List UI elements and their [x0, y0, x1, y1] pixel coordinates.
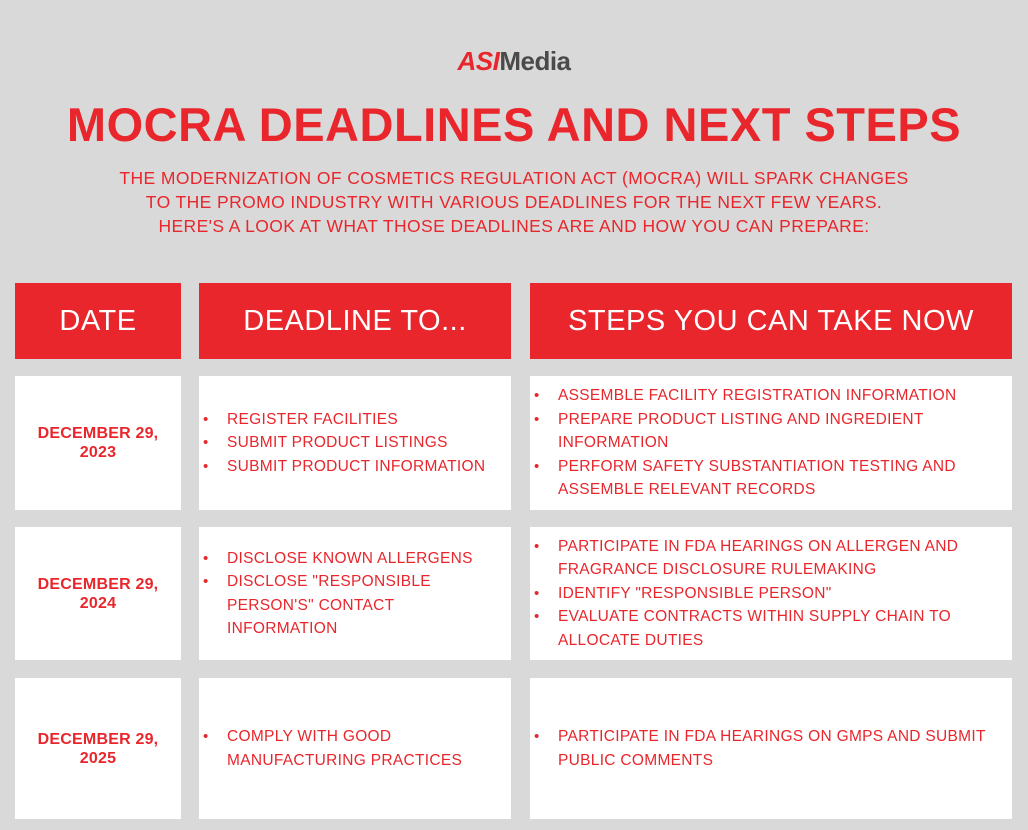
date-cell: [15, 678, 181, 819]
date-line: DECEMBER 29,: [37, 575, 159, 593]
deadline-list: [199, 408, 485, 479]
date-line: DECEMBER 29,: [37, 425, 159, 442]
header-deadline: DEADLINE TO...: [199, 283, 511, 359]
list-item: • ASSEMBLE FACILITY REGISTRATION INFORMATION: [558, 384, 978, 408]
steps-cell: [530, 527, 1012, 660]
date-line: DECEMBER 29,: [37, 730, 159, 748]
date-cell: [15, 527, 181, 660]
list-item: • PREPARE PRODUCT LISTING AND INGREDIENT INFORMATION: [558, 408, 948, 455]
steps-list: [530, 535, 978, 653]
intro-text: [60, 166, 968, 238]
header-date: DATE: [15, 283, 181, 359]
deadline-cell: [199, 527, 511, 660]
list-item: • IDENTIFY "RESPONSIBLE PERSON": [558, 582, 978, 606]
steps-list: [530, 384, 998, 502]
page-title: MOCRA DEADLINES AND NEXT STEPS: [66, 98, 962, 151]
steps-cell: [530, 376, 1012, 510]
list-item: • SUBMIT PRODUCT LISTINGS: [227, 431, 485, 455]
logo-mark: ASI: [457, 46, 500, 76]
list-item: • PARTICIPATE IN FDA HEARINGS ON ALLERGEN AND FRAGRANCE DISCLOSURE RULEMAKING: [558, 535, 978, 582]
list-item: • SUBMIT PRODUCT INFORMATION: [227, 455, 485, 479]
intro-line: TO THE PROMO INDUSTRY WITH VARIOUS DEADLINES FOR THE NEXT FEW YEARS.: [145, 192, 883, 212]
steps-list: [530, 725, 1003, 772]
date-year: 2024: [79, 594, 117, 612]
list-item: • DISCLOSE KNOWN ALLERGENS: [227, 547, 473, 571]
date-year: 2023: [79, 444, 117, 461]
list-item: • REGISTER FACILITIES: [227, 408, 485, 432]
deadline-cell: [199, 376, 511, 510]
deadline-list: [199, 547, 473, 641]
steps-cell: [530, 678, 1012, 819]
list-item: • EVALUATE CONTRACTS WITHIN SUPPLY CHAIN TO ALLOCATE DUTIES: [558, 605, 968, 652]
list-item: • PARTICIPATE IN FDA HEARINGS ON GMPS AND SUBMIT PUBLIC COMMENTS: [558, 725, 1003, 772]
intro-line: HERE'S A LOOK AT WHAT THOSE DEADLINES ARE AND HOW YOU CAN PREPARE:: [158, 216, 870, 236]
intro-line: THE MODERNIZATION OF COSMETICS REGULATION ACT (MOCRA) WILL SPARK CHANGES: [119, 168, 909, 188]
header-steps: STEPS YOU CAN TAKE NOW: [530, 283, 1012, 359]
asi-media-logo: [0, 46, 1028, 77]
date-cell: [15, 376, 181, 510]
list-item: • PERFORM SAFETY SUBSTANTIATION TESTING AND ASSEMBLE RELEVANT RECORDS: [558, 455, 978, 502]
logo-word: Media: [499, 46, 571, 76]
list-item: • COMPLY WITH GOOD MANUFACTURING PRACTICES: [227, 725, 477, 772]
date-year: 2025: [79, 749, 117, 767]
deadline-list: [199, 725, 477, 772]
list-item: • DISCLOSE "RESPONSIBLE PERSON'S" CONTACT INFORMATION: [227, 570, 447, 641]
deadline-cell: [199, 678, 511, 819]
